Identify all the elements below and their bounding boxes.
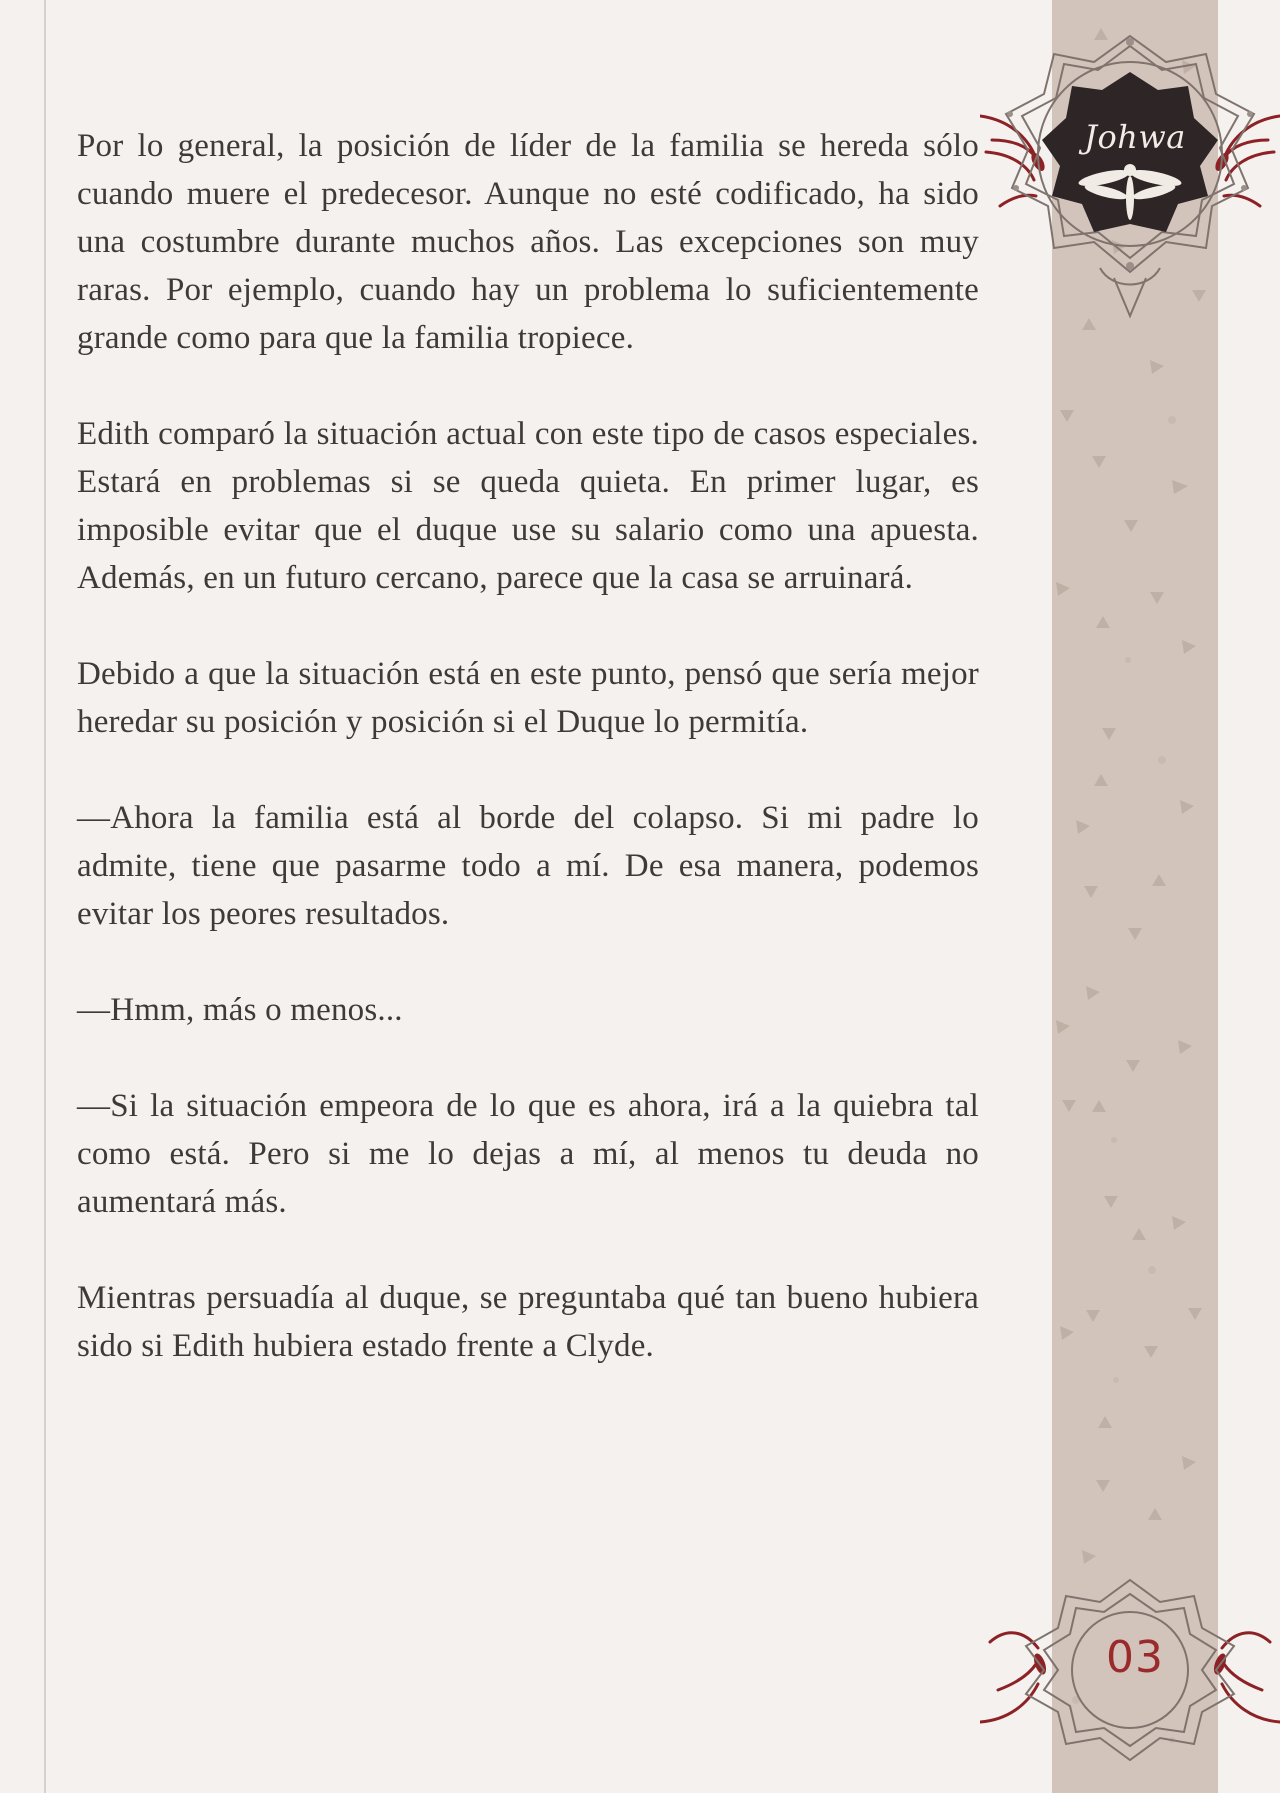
- left-margin-rule: [44, 0, 46, 1793]
- dialogue-paragraph: —Hmm, más o menos...: [77, 992, 403, 1028]
- page-number: 03: [1106, 1632, 1164, 1683]
- logo-wordmark: Johwa: [1084, 118, 1186, 156]
- johwa-emblem: [980, 28, 1280, 338]
- paragraph: Debido a que la situación está en este punto, pensó que sería mejor heredar su posición y posición si el Duque lo permitía.: [77, 656, 979, 740]
- dialogue-paragraph: —Ahora la familia está al borde del colapso. Si mi padre lo admite, tiene que pasarme todo a mí. De esa manera, podemos evitar los peores resultados.: [77, 800, 979, 932]
- paragraph: Mientras persuadía al duque, se preguntaba qué tan bueno hubiera sido si Edith hubiera estado frente a Clyde.: [77, 1280, 979, 1364]
- dialogue-paragraph: —Si la situación empeora de lo que es ahora, irá a la quiebra tal como está. Pero si me lo dejas a mí, al menos tu deuda no aumentará más.: [77, 1088, 979, 1220]
- paragraph: Edith comparó la situación actual con este tipo de casos especiales. Estará en problemas si se queda quieta. En primer lugar, es imposible evitar que el duque use su salario como una apuesta. Además, en un futuro cercano, parece que la casa se arruinará.: [77, 416, 979, 596]
- document-body: [77, 122, 979, 1418]
- paragraph: Por lo general, la posición de líder de la familia se hereda sólo cuando muere el predecesor. Aunque no esté codificado, ha sido una costumbre durante muchos años. Las excepciones son muy raras. Por ejemplo, cuando hay un problema lo suficientemente grande como para que la familia tropiece.: [77, 128, 979, 356]
